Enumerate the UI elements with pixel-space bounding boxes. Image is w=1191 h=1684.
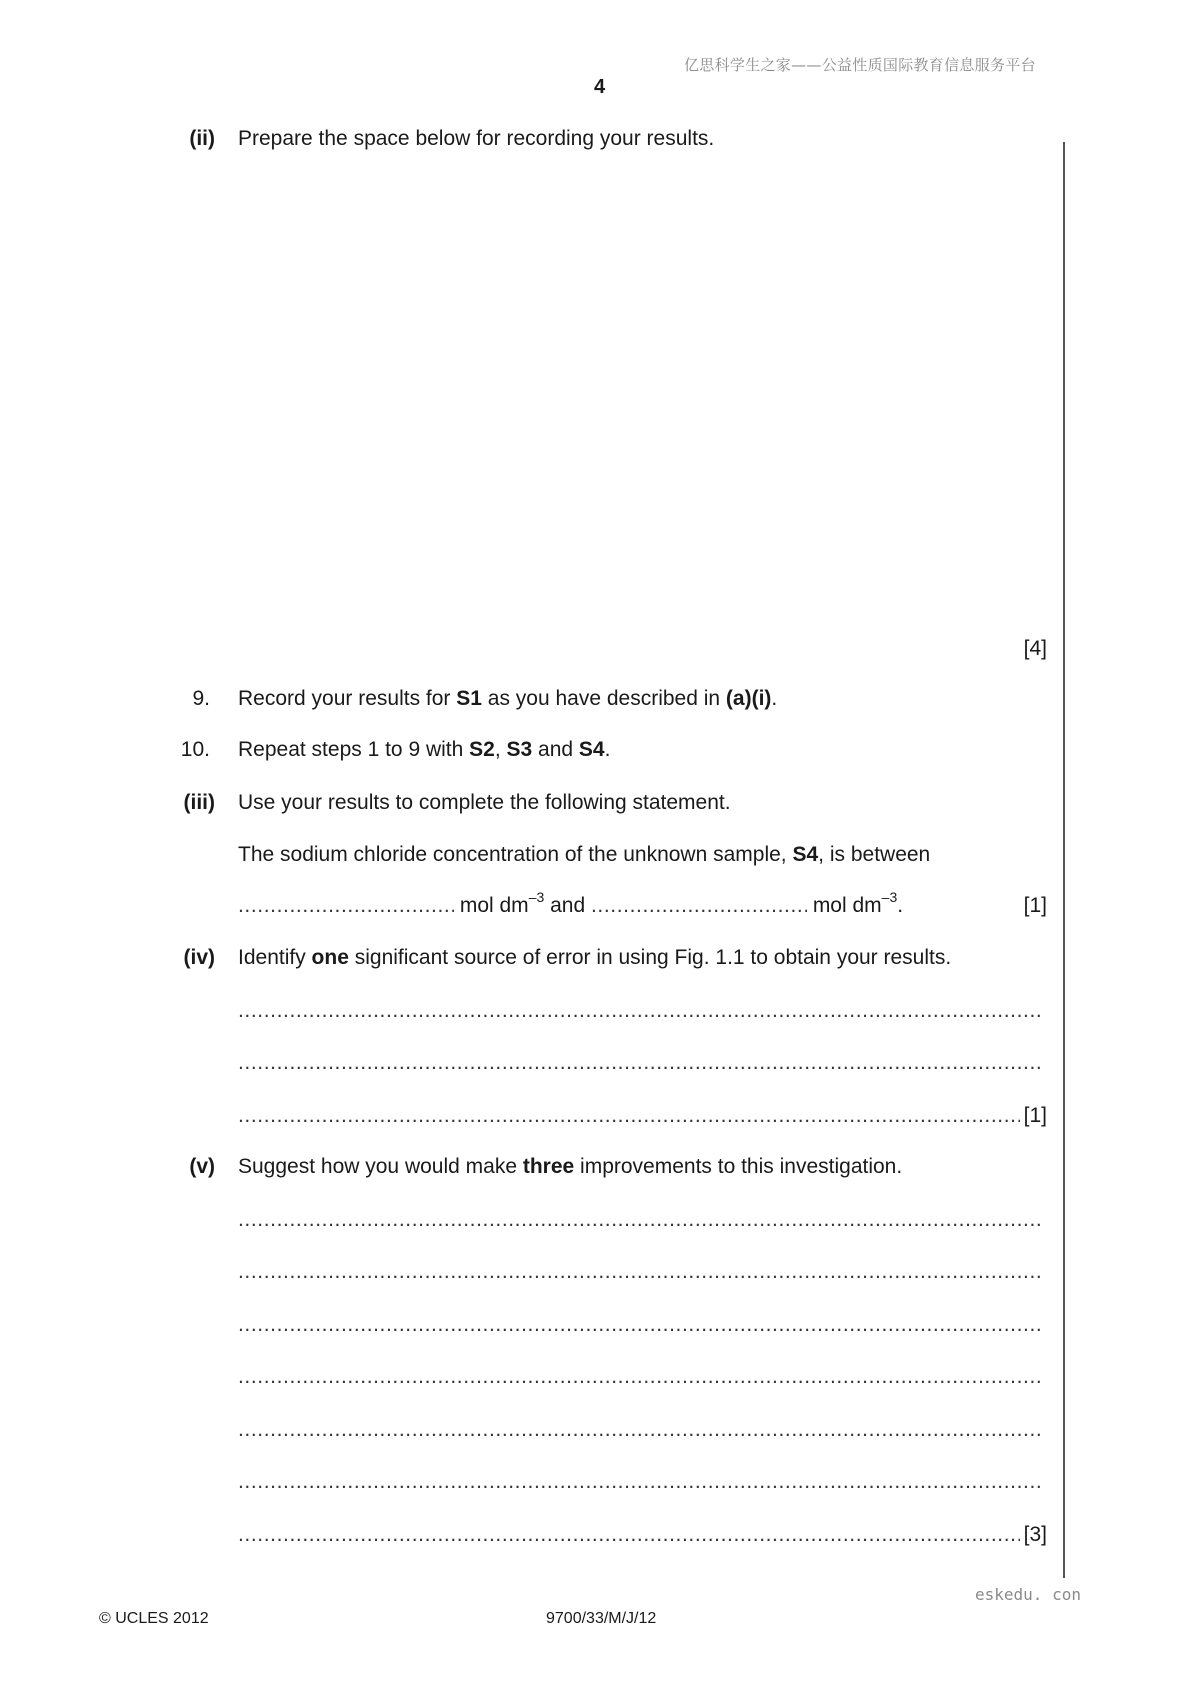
question-iv-text: Identify one significant source of error in using Fig. 1.1 to obtain your results. <box>238 946 952 969</box>
step-9-text: Record your results for S1 as you have described in (a)(i). <box>238 687 778 710</box>
step-10-number: 10. <box>180 738 210 761</box>
paper-code: 9700/33/M/J/12 <box>546 1610 657 1627</box>
question-iv-marks: [1] <box>1023 1104 1047 1127</box>
question-iv-label: (iv) <box>183 946 215 969</box>
question-ii-label: (ii) <box>189 127 215 150</box>
answer-line[interactable] <box>238 998 1043 1024</box>
question-v-marks: [3] <box>1023 1523 1047 1546</box>
answer-line[interactable] <box>238 1417 1043 1443</box>
question-v-label: (v) <box>189 1155 215 1178</box>
question-ii-text: Prepare the space below for recording your results. <box>238 127 715 150</box>
step-10-text: Repeat steps 1 to 9 with S2, S3 and S4. <box>238 738 611 761</box>
question-v-text: Suggest how you would make three improvements to this investigation. <box>238 1155 903 1178</box>
header-watermark: 亿思科学生之家——公益性质国际教育信息服务平台 <box>684 56 1036 74</box>
answer-line[interactable] <box>238 1207 1043 1233</box>
answer-line[interactable] <box>238 1312 1043 1338</box>
margin-rule <box>1063 142 1065 1578</box>
page-number: 4 <box>594 76 606 98</box>
question-iii-label: (iii) <box>183 791 215 814</box>
answer-line[interactable] <box>238 1103 1020 1129</box>
question-iii-marks: [1] <box>1023 894 1047 917</box>
answer-line[interactable] <box>238 1259 1043 1285</box>
concentration-answer-line: ..... mol $dm^{-3}$ and ..... mol $dm^{-3}$. <box>238 893 903 919</box>
question-ii-marks: [4] <box>1023 637 1047 660</box>
question-iii-text: Use your results to complete the following statement. <box>238 791 731 814</box>
copyright: © UCLES 2012 <box>99 1610 209 1627</box>
answer-line[interactable] <box>238 1522 1020 1548</box>
answer-line[interactable] <box>238 1364 1043 1390</box>
footer-watermark: eskedu. con <box>975 1585 1081 1604</box>
step-9-number: 9. <box>192 687 210 710</box>
answer-line[interactable] <box>238 1469 1043 1495</box>
question-iii-statement: The sodium chloride concentration of the unknown sample, S4, is between <box>238 843 931 866</box>
upper-concentration-field[interactable] <box>591 893 807 919</box>
lower-concentration-field[interactable] <box>238 893 454 919</box>
answer-line[interactable] <box>238 1050 1043 1076</box>
results-answer-space[interactable] <box>238 165 1038 625</box>
